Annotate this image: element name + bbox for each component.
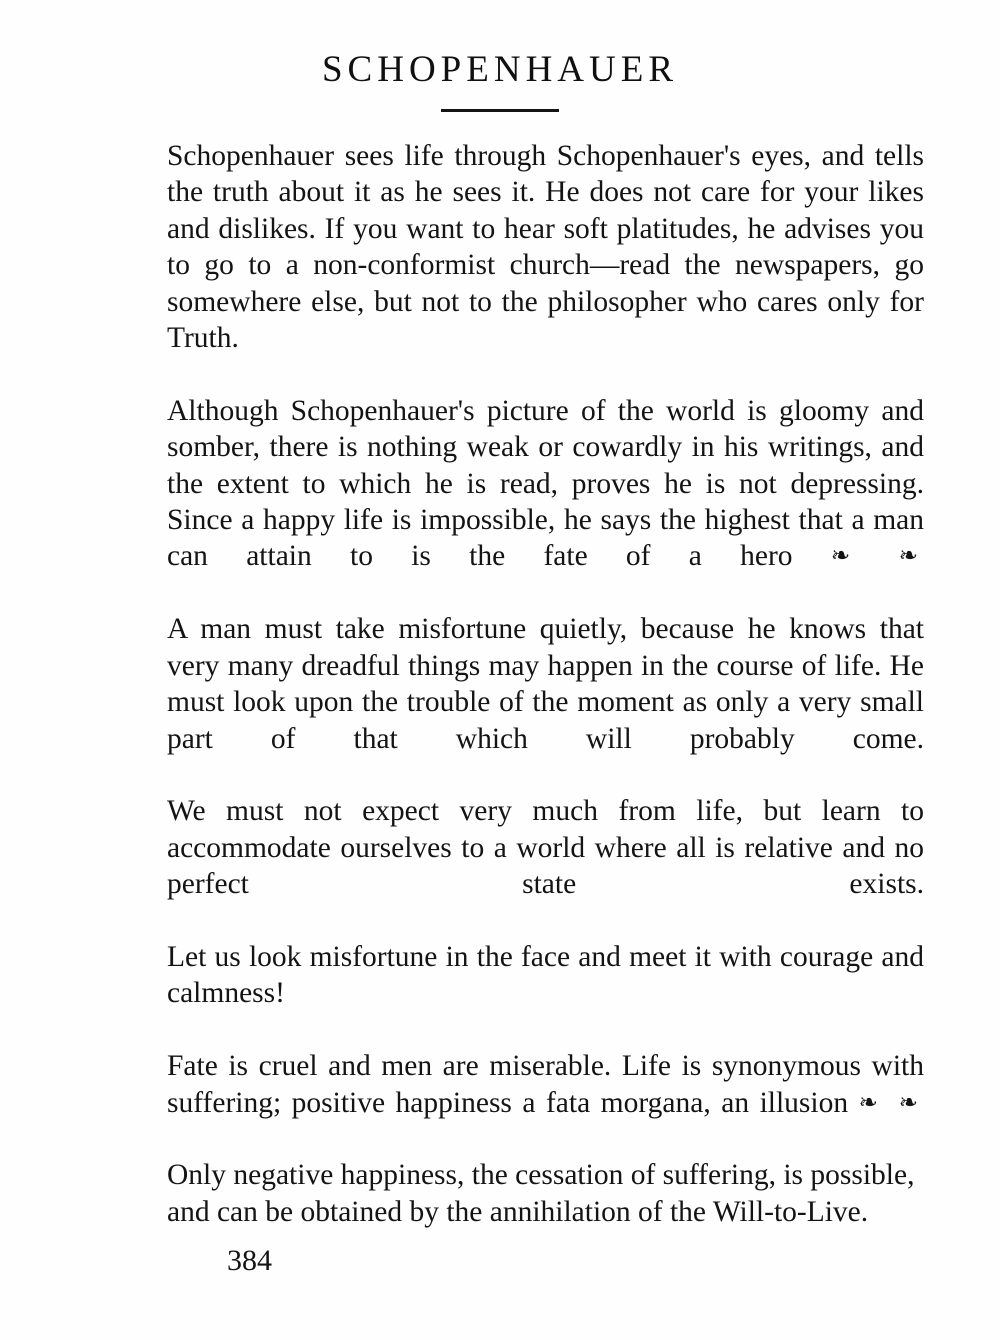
paragraph: [167, 1157, 924, 1230]
paragraph-text: A man must take misfortune quietly, because he knows that very many dreadful things may happen in the course of life. He must look upon the trouble of the moment as only a very small part of that which will probably come.: [167, 613, 924, 755]
paragraph: [167, 939, 924, 1048]
paragraph: [167, 393, 924, 611]
paragraph: [167, 793, 924, 939]
ornament-icon: ❧ ❧: [830, 543, 924, 569]
paragraph-text: Only negative happiness, the cessation of suffering, is possible, and can be obtained by the annihilation of the Will-to-Live.: [167, 1159, 915, 1228]
ornament-icon: ❧ ❧: [858, 1089, 925, 1115]
page-body: [0, 112, 1000, 1278]
paragraph-text: Although Schopenhauer's picture of the world is gloomy and somber, there is nothing weak or cowardly in his writings, and the extent to which he is read, proves he is not depressing. Since a happy life is impossible, he says the highest that a man can attain to is the fate of a hero: [167, 394, 924, 573]
page-title: SCHOPENHAUER: [321, 49, 679, 90]
paragraph-text: Let us look misfortune in the face and meet it with courage and calmness!: [167, 940, 924, 1010]
paragraph: [167, 138, 924, 393]
page-number: 384: [227, 1244, 272, 1278]
paragraph-text: We must not expect very much from life, but learn to accommodate ourselves to a world where all is relative and no perfect state exists.: [167, 795, 924, 901]
paragraph-text: Schopenhauer sees life through Schopenhauer's eyes, and tells the truth about it as he sees it. He does not care for your likes and dislikes. If you want to hear soft platitudes, he advises you to go to a non-conformist church—read the newspapers, go somewhere else, but not to the philosopher who cares only for Truth.: [167, 140, 924, 355]
paragraph: [167, 1048, 924, 1157]
paragraph: [167, 611, 924, 793]
paragraph-text: Fate is cruel and men are miserable. Life is synonymous with suffering; positive happiness a fata morgana, an illusion: [167, 1050, 924, 1119]
